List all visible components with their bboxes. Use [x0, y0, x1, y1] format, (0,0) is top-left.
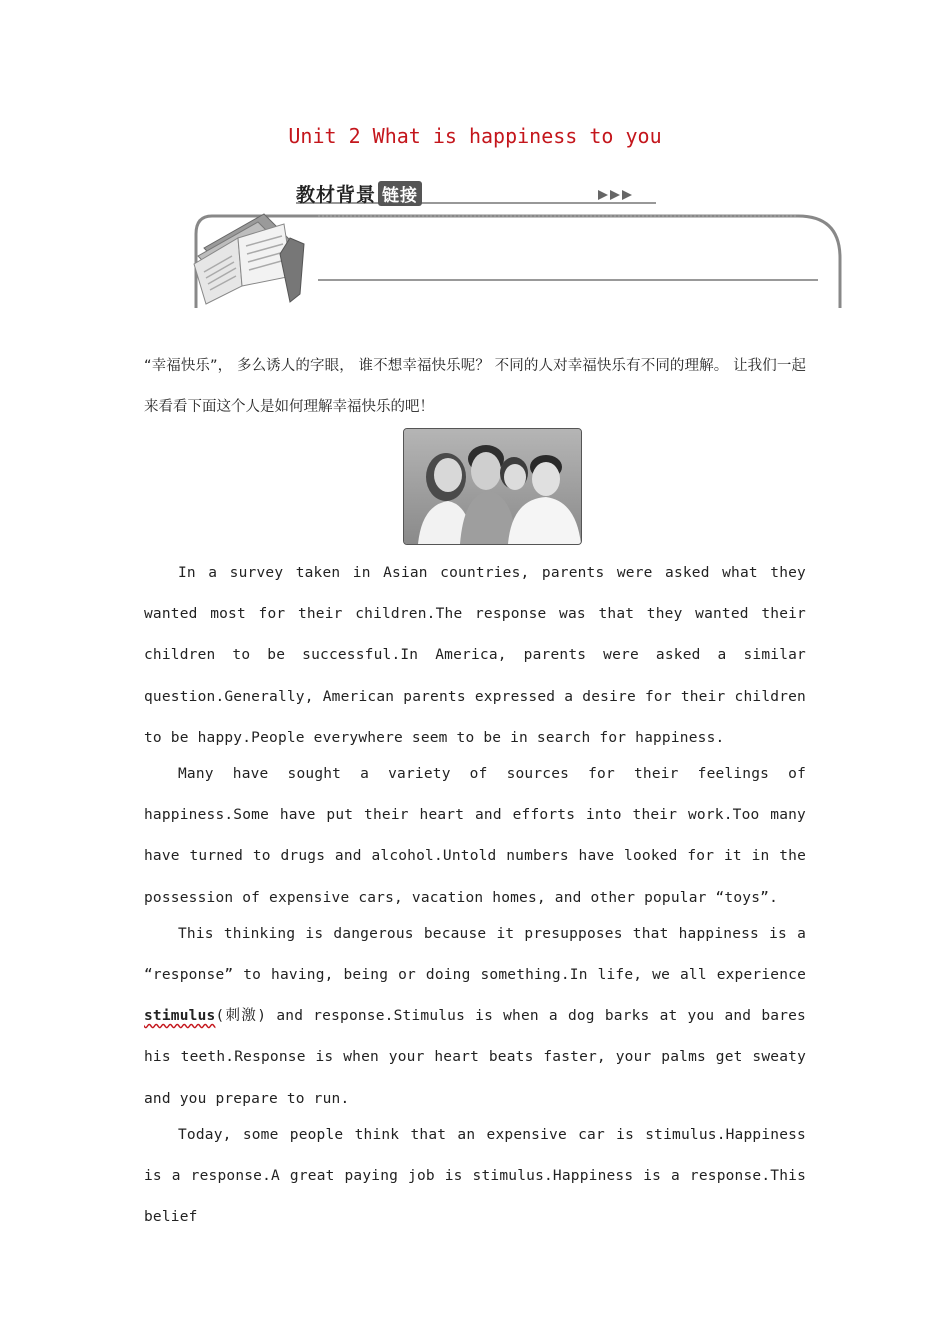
- paragraph-text: (刺激) and response.Stimulus is when a dog barks at you and bares his teeth.Response is when your heart beats faster, your palms get sweaty and you prepare to run.: [144, 1008, 806, 1107]
- paragraph: Today, some people think that an expensive car is stimulus.Happiness is a response.A great paying job is stimulus.Happiness is a response.This belief: [144, 1126, 806, 1226]
- paragraph: [144, 914, 806, 1120]
- page-title: Unit 2 What is happiness to you: [288, 124, 662, 148]
- intro-paragraph: “幸福快乐”， 多么诱人的字眼， 谁不想幸福快乐呢？ 不同的人对幸福快乐有不同的理解。 让我们一起来看看下面这个人是如何理解幸福快乐的吧！: [144, 358, 806, 415]
- banner-label: 教材背景: [296, 184, 377, 206]
- keyword-stimulus: stimulus: [144, 1008, 216, 1025]
- paragraph: In a survey taken in Asian countries, parents were asked what they wanted most for their children.The response was that they wanted their children to be successful.In America, parents were asked a similar question.Generally, American parents expressed a desire for their children to be happy.People everywhere seem to be in search for happiness.: [144, 565, 806, 746]
- book-icon: [178, 176, 846, 314]
- banner-tag: 链接: [378, 181, 422, 206]
- section-banner: [178, 176, 846, 314]
- paragraph: Many have sought a variety of sources for their feelings of happiness.Some have put their heart and efforts into their work.Too many have turned to drugs and alcohol.Untold numbers have looked for it in the possession of expensive cars, vacation homes, and other popular “toys”.: [144, 766, 806, 906]
- paragraph-text: This thinking is dangerous because it presupposes that happiness is a “response” to having, being or doing something.In life, we all experience: [144, 925, 806, 984]
- article-body: [144, 553, 806, 1233]
- family-photo: [403, 428, 582, 545]
